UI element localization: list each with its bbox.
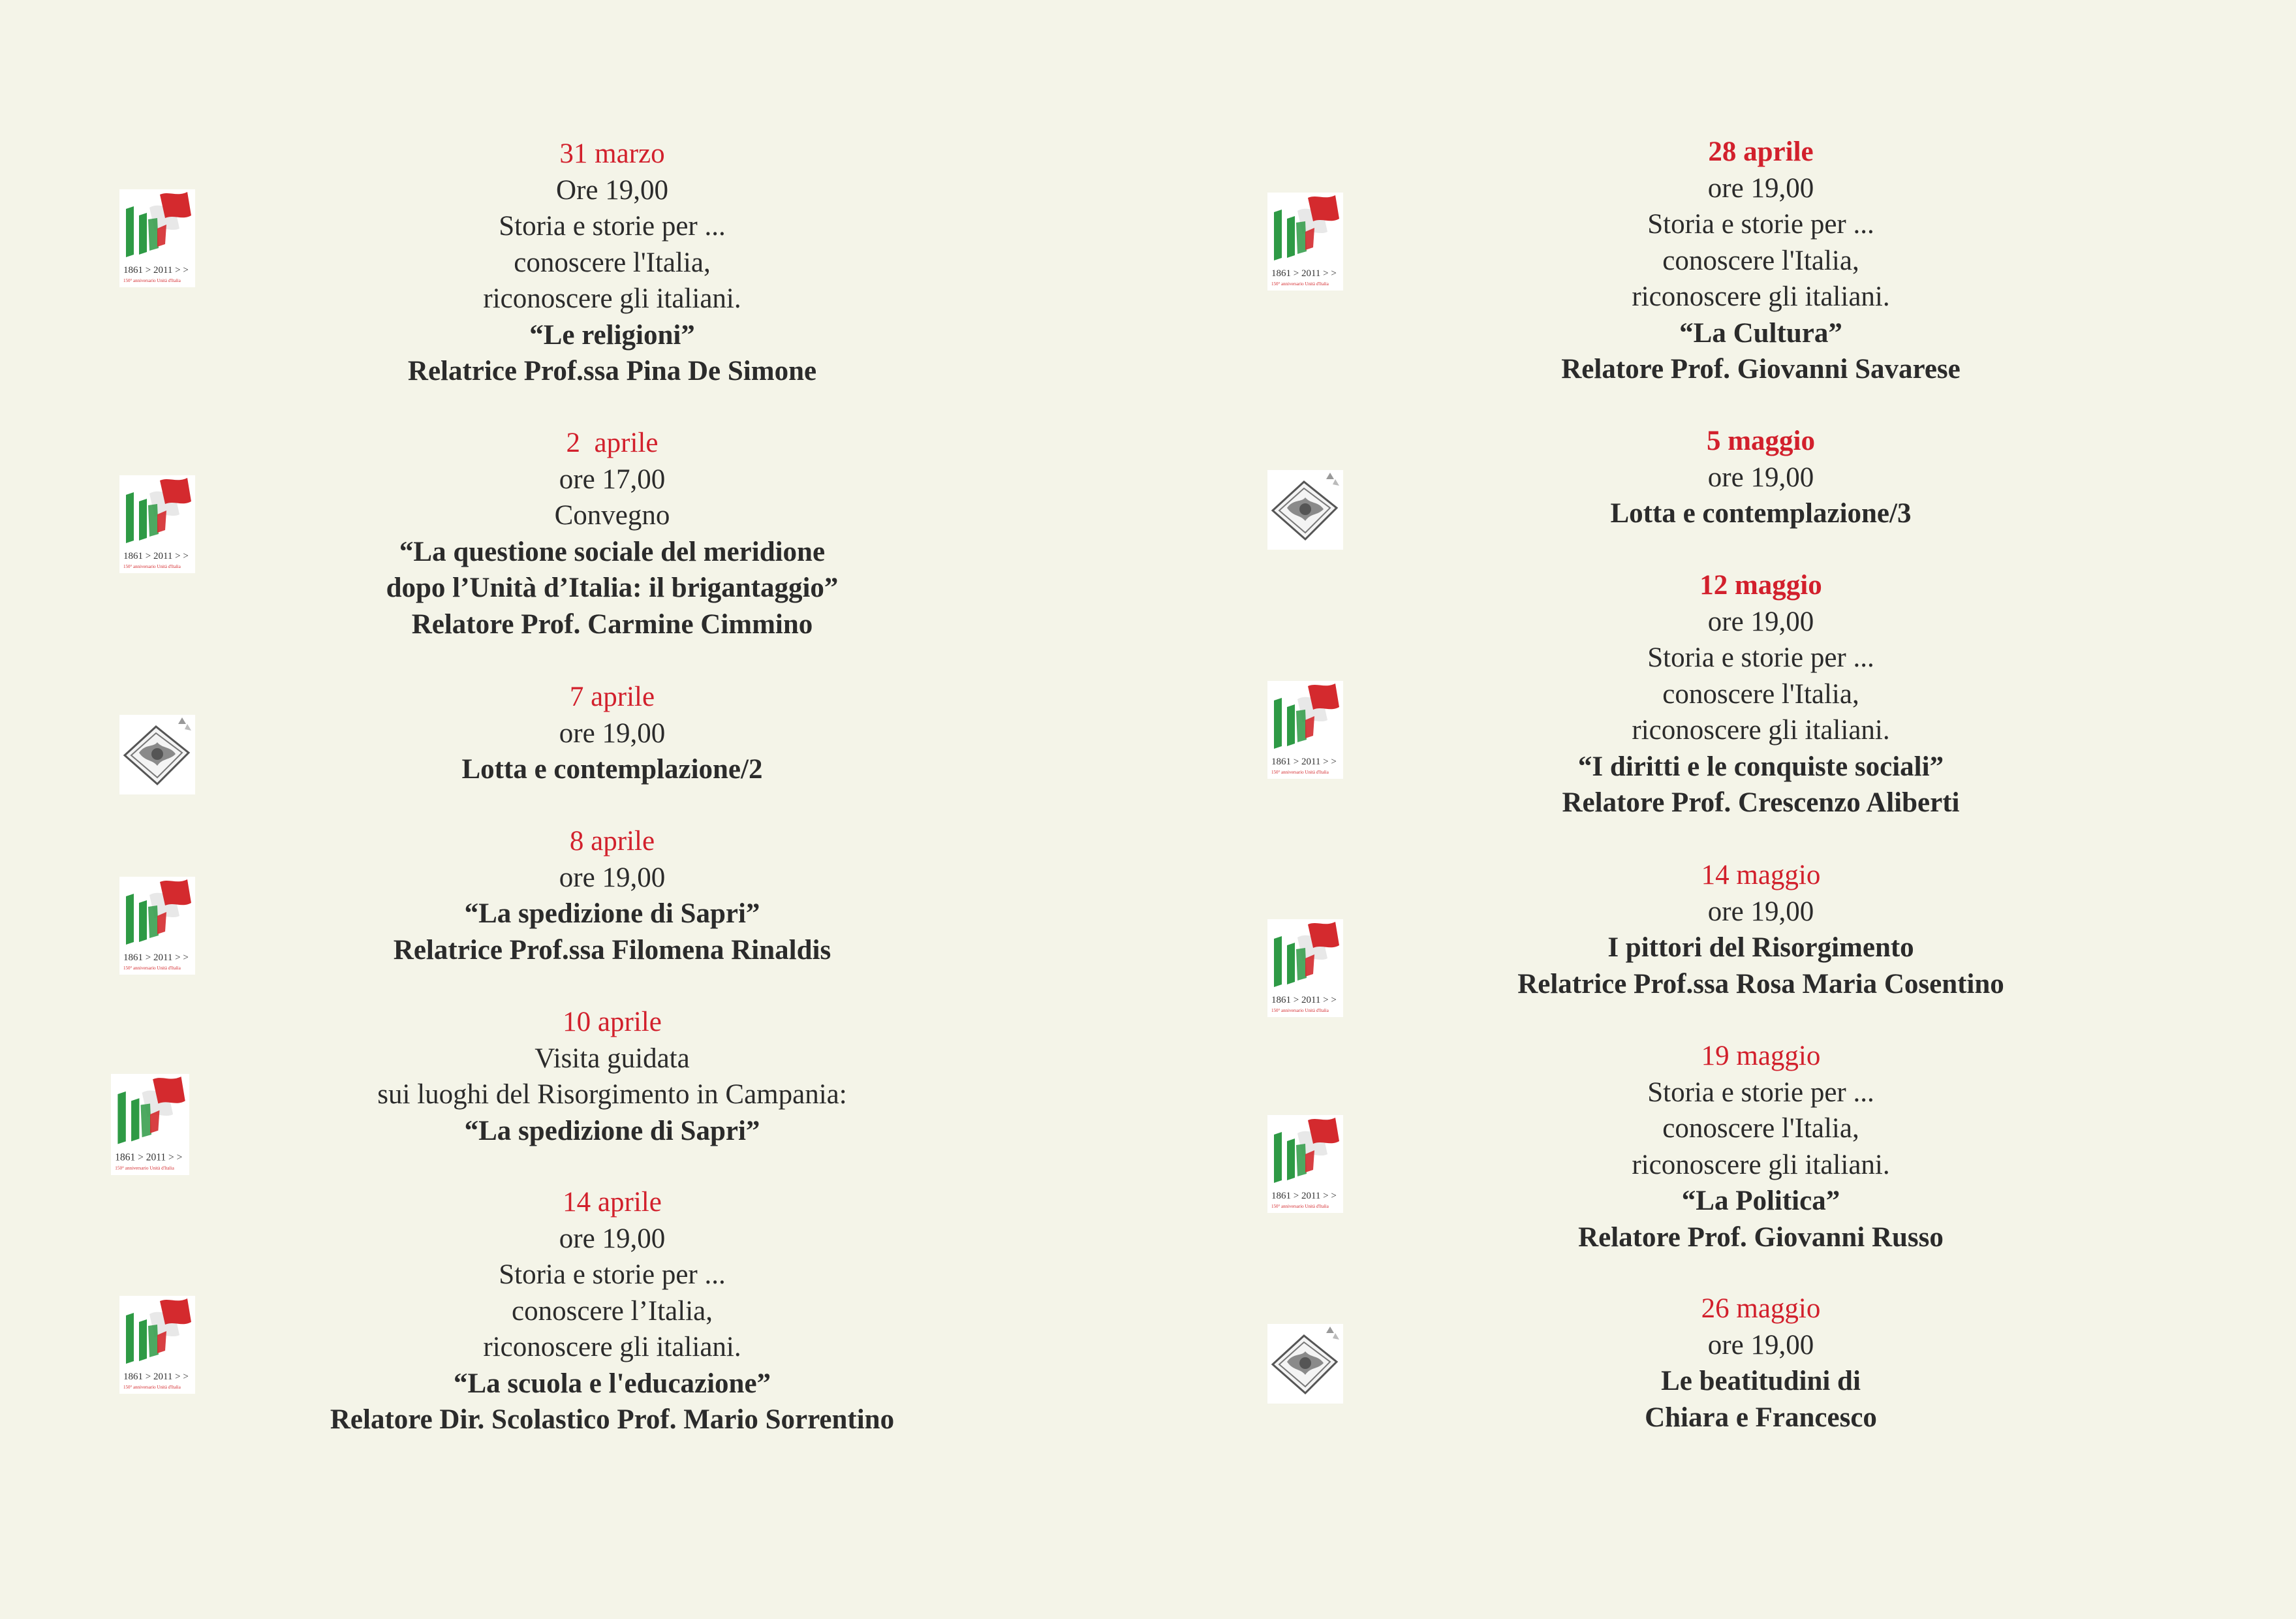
event-title: “La Politica” <box>1681 1186 1840 1216</box>
svg-text:150° anniversario Unità d'Ital: 150° anniversario Unità d'Italia <box>115 1165 174 1171</box>
unita-italia-logo-icon <box>119 475 195 573</box>
event-date: 28 aprile <box>1708 136 1814 167</box>
event-title: Chiara e Francesco <box>1645 1402 1877 1433</box>
event-text: riconoscere gli italiani. <box>1632 281 1890 312</box>
svg-text:1861 > 2011 > >: 1861 > 2011 > > <box>115 1152 183 1163</box>
svg-text:1861 > 2011 > >: 1861 > 2011 > > <box>1271 757 1337 767</box>
event-date: 14 aprile <box>563 1187 662 1218</box>
event-date: 8 aprile <box>569 826 655 857</box>
left-column <box>188 0 1036 1619</box>
event-text: Convegno <box>554 500 670 531</box>
unita-italia-logo-icon <box>1267 681 1343 779</box>
event-text: conoscere l’Italia, <box>512 1295 713 1327</box>
event-date: 26 maggio <box>1701 1293 1821 1324</box>
event-title: I pittori del Risorgimento <box>1607 932 1914 963</box>
event-14-aprile <box>188 1184 1036 1438</box>
svg-text:150° anniversario Unità d'Ital: 150° anniversario Unità d'Italia <box>123 966 181 971</box>
event-text: riconoscere gli italiani. <box>1632 1149 1890 1180</box>
svg-text:1861 > 2011 > >: 1861 > 2011 > > <box>123 952 189 963</box>
event-title: “Le religioni” <box>529 319 695 351</box>
event-time: ore 17,00 <box>559 464 666 495</box>
event-time: ore 19,00 <box>1707 462 1814 493</box>
event-5-maggio <box>1337 423 2185 532</box>
event-title: “La scuola e l'educazione” <box>453 1368 771 1399</box>
event-2-aprile <box>188 425 1036 642</box>
event-date: 19 maggio <box>1701 1041 1821 1071</box>
event-speaker: Relatore Prof. Giovanni Russo <box>1578 1221 1944 1253</box>
unita-italia-logo-icon <box>119 189 195 287</box>
event-time: ore 19,00 <box>1707 1329 1814 1360</box>
event-7-aprile <box>188 679 1036 788</box>
event-title: “La Cultura” <box>1679 317 1842 349</box>
svg-text:150° anniversario Unità d'Ital: 150° anniversario Unità d'Italia <box>123 1385 181 1390</box>
event-speaker: Relatrice Prof.ssa Pina De Simone <box>407 356 817 386</box>
event-speaker: Relatore Prof. Carmine Cimmino <box>411 608 813 640</box>
event-26-maggio <box>1337 1291 2185 1436</box>
event-date: 31 marzo <box>559 138 665 169</box>
svg-text:1861 > 2011 > >: 1861 > 2011 > > <box>1271 268 1337 279</box>
event-speaker: Relatore Prof. Giovanni Savarese <box>1561 354 1961 385</box>
event-title: “La spedizione di Sapri” <box>464 1115 760 1146</box>
event-28-aprile <box>1337 134 2185 388</box>
event-text: riconoscere gli italiani. <box>483 1332 741 1362</box>
event-text: Storia e storie per ... <box>499 211 726 242</box>
svg-text:150° anniversario Unità d'Ital: 150° anniversario Unità d'Italia <box>1271 770 1329 775</box>
event-title: Lotta e contemplazione/3 <box>1610 498 1912 529</box>
event-text: riconoscere gli italiani. <box>1632 715 1890 746</box>
event-text: conoscere l'Italia, <box>1662 1113 1859 1144</box>
svg-text:1861 > 2011 > >: 1861 > 2011 > > <box>123 551 189 561</box>
right-column <box>1337 0 2185 1619</box>
event-title: “La spedizione di Sapri” <box>464 898 760 929</box>
event-text: conoscere l'Italia, <box>1662 245 1859 276</box>
event-date: 12 maggio <box>1699 570 1822 601</box>
event-date: 14 maggio <box>1701 860 1821 890</box>
svg-text:150° anniversario Unità d'Ital: 150° anniversario Unità d'Italia <box>1271 1204 1329 1209</box>
event-time: ore 19,00 <box>559 862 666 893</box>
event-text: conoscere l'Italia, <box>1662 678 1859 710</box>
event-time: ore 19,00 <box>1707 172 1814 204</box>
event-14-maggio <box>1337 857 2185 1002</box>
svg-text:150° anniversario Unità d'Ital: 150° anniversario Unità d'Italia <box>1271 1008 1329 1013</box>
event-text: conoscere l'Italia, <box>514 247 711 278</box>
event-text: Storia e storie per ... <box>1647 209 1874 240</box>
event-10-aprile <box>188 1004 1036 1149</box>
unita-italia-logo-icon <box>1267 1115 1343 1213</box>
event-time: ore 19,00 <box>559 1223 666 1254</box>
event-speaker: Relatrice Prof.ssa Rosa Maria Cosentino <box>1517 968 2004 999</box>
event-31-marzo <box>188 136 1036 390</box>
unita-italia-logo-icon <box>119 1296 195 1394</box>
event-text: sui luoghi del Risorgimento in Campania: <box>377 1079 847 1110</box>
event-date: 10 aprile <box>563 1007 662 1037</box>
engraved-seal-icon <box>1267 470 1343 550</box>
unita-italia-logo-icon <box>111 1074 189 1175</box>
svg-text:1861 > 2011 > >: 1861 > 2011 > > <box>123 265 189 275</box>
event-time: ore 19,00 <box>1707 896 1814 927</box>
svg-text:1861 > 2011 > >: 1861 > 2011 > > <box>1271 1191 1337 1201</box>
event-text: Storia e storie per ... <box>1647 642 1874 673</box>
event-text: Storia e storie per ... <box>1647 1077 1874 1108</box>
event-8-aprile <box>188 823 1036 968</box>
event-19-maggio <box>1337 1038 2185 1255</box>
event-speaker: Relatore Dir. Scolastico Prof. Mario Sorrentino <box>330 1404 895 1435</box>
unita-italia-logo-icon <box>1267 193 1343 291</box>
svg-text:1861 > 2011 > >: 1861 > 2011 > > <box>123 1372 189 1382</box>
event-title: “I diritti e le conquiste sociali” <box>1577 751 1944 782</box>
event-date: 5 maggio <box>1706 426 1816 456</box>
event-speaker: Relatore Prof. Crescenzo Aliberti <box>1562 787 1960 818</box>
event-title: Lotta e contemplazione/2 <box>461 754 763 785</box>
event-12-maggio <box>1337 567 2185 821</box>
unita-italia-logo-icon <box>119 877 195 975</box>
event-date: 7 aprile <box>569 682 655 712</box>
event-title: dopo l’Unità d’Italia: il brigantaggio” <box>386 573 839 603</box>
event-text: Visita guidata <box>535 1043 690 1074</box>
event-text: Storia e storie per ... <box>499 1259 726 1290</box>
svg-text:1861 > 2011 > >: 1861 > 2011 > > <box>1271 995 1337 1005</box>
svg-text:150° anniversario Unità d'Ital: 150° anniversario Unità d'Italia <box>1271 281 1329 287</box>
event-time: Ore 19,00 <box>556 174 668 206</box>
event-date: 2 aprile <box>566 428 659 458</box>
event-text: riconoscere gli italiani. <box>483 283 741 314</box>
event-time: ore 19,00 <box>559 717 666 749</box>
engraved-seal-icon <box>1267 1324 1343 1404</box>
event-title: “La questione sociale del meridione <box>399 536 826 567</box>
svg-text:150° anniversario Unità d'Ital: 150° anniversario Unità d'Italia <box>123 564 181 569</box>
engraved-seal-icon <box>119 715 195 794</box>
event-speaker: Relatrice Prof.ssa Filomena Rinaldis <box>393 934 831 966</box>
svg-text:150° anniversario Unità d'Ital: 150° anniversario Unità d'Italia <box>123 278 181 283</box>
unita-italia-logo-icon <box>1267 919 1343 1017</box>
event-time: ore 19,00 <box>1707 606 1814 637</box>
event-title: Le beatitudini di <box>1661 1366 1861 1396</box>
